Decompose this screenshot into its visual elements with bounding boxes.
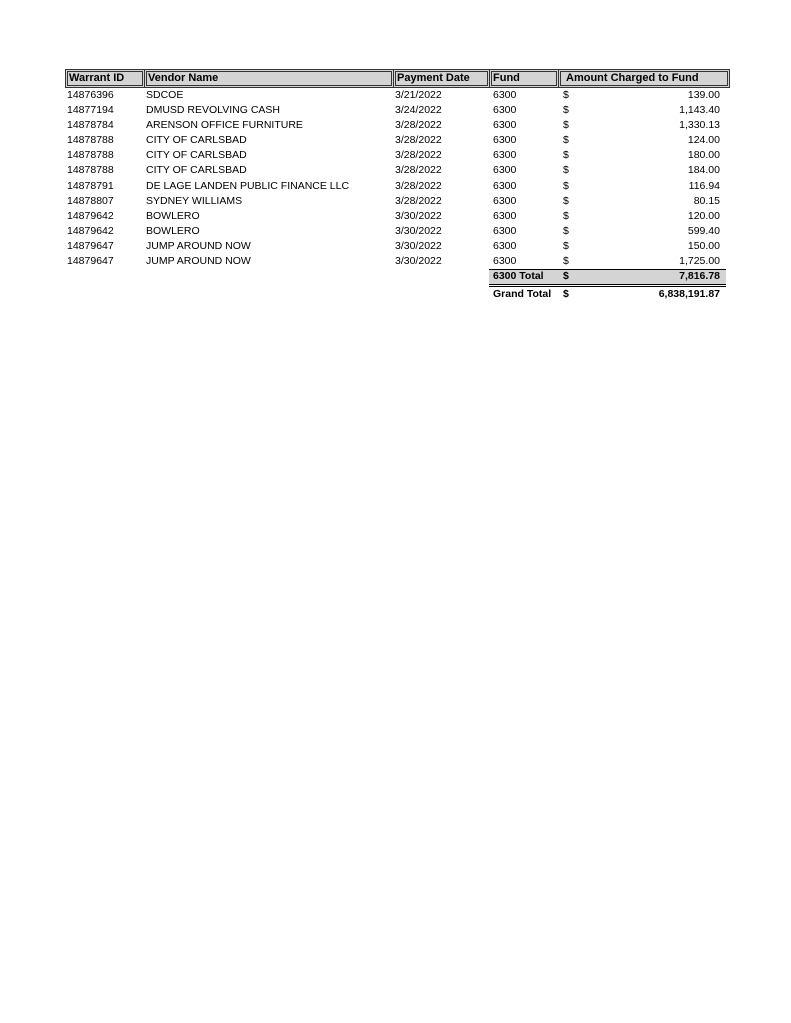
fund-cell: 6300 — [493, 239, 517, 252]
table-row — [65, 148, 726, 163]
fund-subtotal-row — [65, 269, 726, 284]
currency-cell: $ — [563, 89, 569, 101]
fund-cell: 6300 — [493, 134, 517, 147]
vendor-name-cell: SDCOE — [146, 89, 184, 101]
vendor-name-cell: BOWLERO — [146, 209, 200, 222]
fund-cell: 6300 — [493, 104, 517, 117]
amount-cell: 599.40 — [687, 224, 720, 237]
fund-cell: 6300 — [493, 164, 517, 177]
amount-cell: 180.00 — [687, 149, 720, 162]
subtotal-currency: $ — [563, 270, 569, 283]
currency-cell: $ — [563, 119, 569, 132]
warrant-report-sheet — [65, 69, 726, 302]
table-row — [65, 133, 726, 148]
warrant-id-cell: 14878791 — [67, 179, 114, 192]
payment-date-cell: 3/21/2022 — [395, 89, 442, 101]
amount-cell: 139.00 — [687, 89, 720, 101]
vendor-name-cell: DMUSD REVOLVING CASH — [146, 104, 280, 117]
table-row — [65, 88, 726, 103]
warrant-id-cell: 14877194 — [67, 104, 114, 117]
payment-date-cell: 3/28/2022 — [395, 194, 442, 207]
fund-cell: 6300 — [493, 149, 517, 162]
payment-date-cell: 3/30/2022 — [395, 255, 442, 268]
fund-cell: 6300 — [493, 255, 517, 268]
amount-cell: 1,330.13 — [679, 119, 720, 132]
payment-date-cell: 3/30/2022 — [395, 224, 442, 237]
subtotal-amount: 7,816.78 — [679, 270, 720, 283]
amount-cell: 1,143.40 — [679, 104, 720, 117]
currency-cell: $ — [563, 179, 569, 192]
payment-date-cell: 3/28/2022 — [395, 149, 442, 162]
warrant-id-cell: 14876396 — [67, 89, 114, 101]
grand-total-label: Grand Total — [493, 288, 552, 301]
vendor-name-cell: BOWLERO — [146, 224, 200, 237]
table-row — [65, 103, 726, 118]
vendor-name-cell: JUMP AROUND NOW — [146, 255, 251, 268]
warrant-table — [65, 69, 726, 302]
fund-cell: 6300 — [493, 224, 517, 237]
fund-cell: 6300 — [493, 119, 517, 132]
currency-cell: $ — [563, 194, 569, 207]
vendor-name-cell: CITY OF CARLSBAD — [146, 149, 247, 162]
payment-date-cell: 3/28/2022 — [395, 134, 442, 147]
table-row — [65, 163, 726, 178]
payment-date-cell: 3/28/2022 — [395, 119, 442, 132]
table-row — [65, 254, 726, 269]
table-row — [65, 224, 726, 239]
vendor-name-cell: CITY OF CARLSBAD — [146, 134, 247, 147]
currency-cell: $ — [563, 149, 569, 162]
header-vendor-name: Vendor Name — [144, 69, 394, 88]
table-body — [65, 86, 726, 269]
grand-total-amount: 6,838,191.87 — [658, 288, 720, 301]
vendor-name-cell: CITY OF CARLSBAD — [146, 164, 247, 177]
currency-cell: $ — [563, 255, 569, 268]
fund-cell: 6300 — [493, 194, 517, 207]
currency-cell: $ — [563, 164, 569, 177]
grand-total-currency: $ — [563, 288, 569, 301]
currency-cell: $ — [563, 134, 569, 147]
table-row — [65, 179, 726, 194]
fund-cell: 6300 — [493, 179, 517, 192]
grand-total-row — [65, 286, 726, 302]
amount-cell: 184.00 — [687, 164, 720, 177]
table-row — [65, 239, 726, 254]
warrant-id-cell: 14878788 — [67, 149, 114, 162]
warrant-id-cell: 14878784 — [67, 119, 114, 132]
fund-cell: 6300 — [493, 209, 517, 222]
currency-cell: $ — [563, 209, 569, 222]
amount-cell: 120.00 — [687, 209, 720, 222]
payment-date-cell: 3/24/2022 — [395, 104, 442, 117]
vendor-name-cell: DE LAGE LANDEN PUBLIC FINANCE LLC — [146, 179, 350, 192]
payment-date-cell: 3/28/2022 — [395, 164, 442, 177]
header-amount-charged: Amount Charged to Fund — [558, 69, 730, 88]
amount-cell: 150.00 — [687, 239, 720, 252]
warrant-id-cell: 14879647 — [67, 239, 114, 252]
vendor-name-cell: JUMP AROUND NOW — [146, 239, 251, 252]
header-fund: Fund — [489, 69, 559, 88]
payment-date-cell: 3/30/2022 — [395, 239, 442, 252]
warrant-id-cell: 14879642 — [67, 209, 114, 222]
amount-cell: 124.00 — [687, 134, 720, 147]
vendor-name-cell: SYDNEY WILLIAMS — [146, 194, 243, 207]
warrant-id-cell: 14879647 — [67, 255, 114, 268]
currency-cell: $ — [563, 104, 569, 117]
header-warrant-id: Warrant ID — [65, 69, 145, 88]
table-header-row — [65, 69, 726, 86]
amount-cell: 80.15 — [693, 194, 720, 207]
header-payment-date: Payment Date — [393, 69, 490, 88]
fund-cell: 6300 — [493, 89, 517, 101]
payment-date-cell: 3/30/2022 — [395, 209, 442, 222]
amount-cell: 116.94 — [688, 179, 720, 192]
warrant-id-cell: 14879642 — [67, 224, 114, 237]
table-row — [65, 194, 726, 209]
subtotal-label: 6300 Total — [493, 270, 544, 283]
currency-cell: $ — [563, 239, 569, 252]
amount-cell: 1,725.00 — [679, 255, 720, 268]
payment-date-cell: 3/28/2022 — [395, 179, 442, 192]
warrant-id-cell: 14878788 — [67, 134, 114, 147]
currency-cell: $ — [563, 224, 569, 237]
table-row — [65, 209, 726, 224]
vendor-name-cell: ARENSON OFFICE FURNITURE — [146, 119, 303, 132]
table-row — [65, 118, 726, 133]
warrant-id-cell: 14878807 — [67, 194, 114, 207]
warrant-id-cell: 14878788 — [67, 164, 114, 177]
